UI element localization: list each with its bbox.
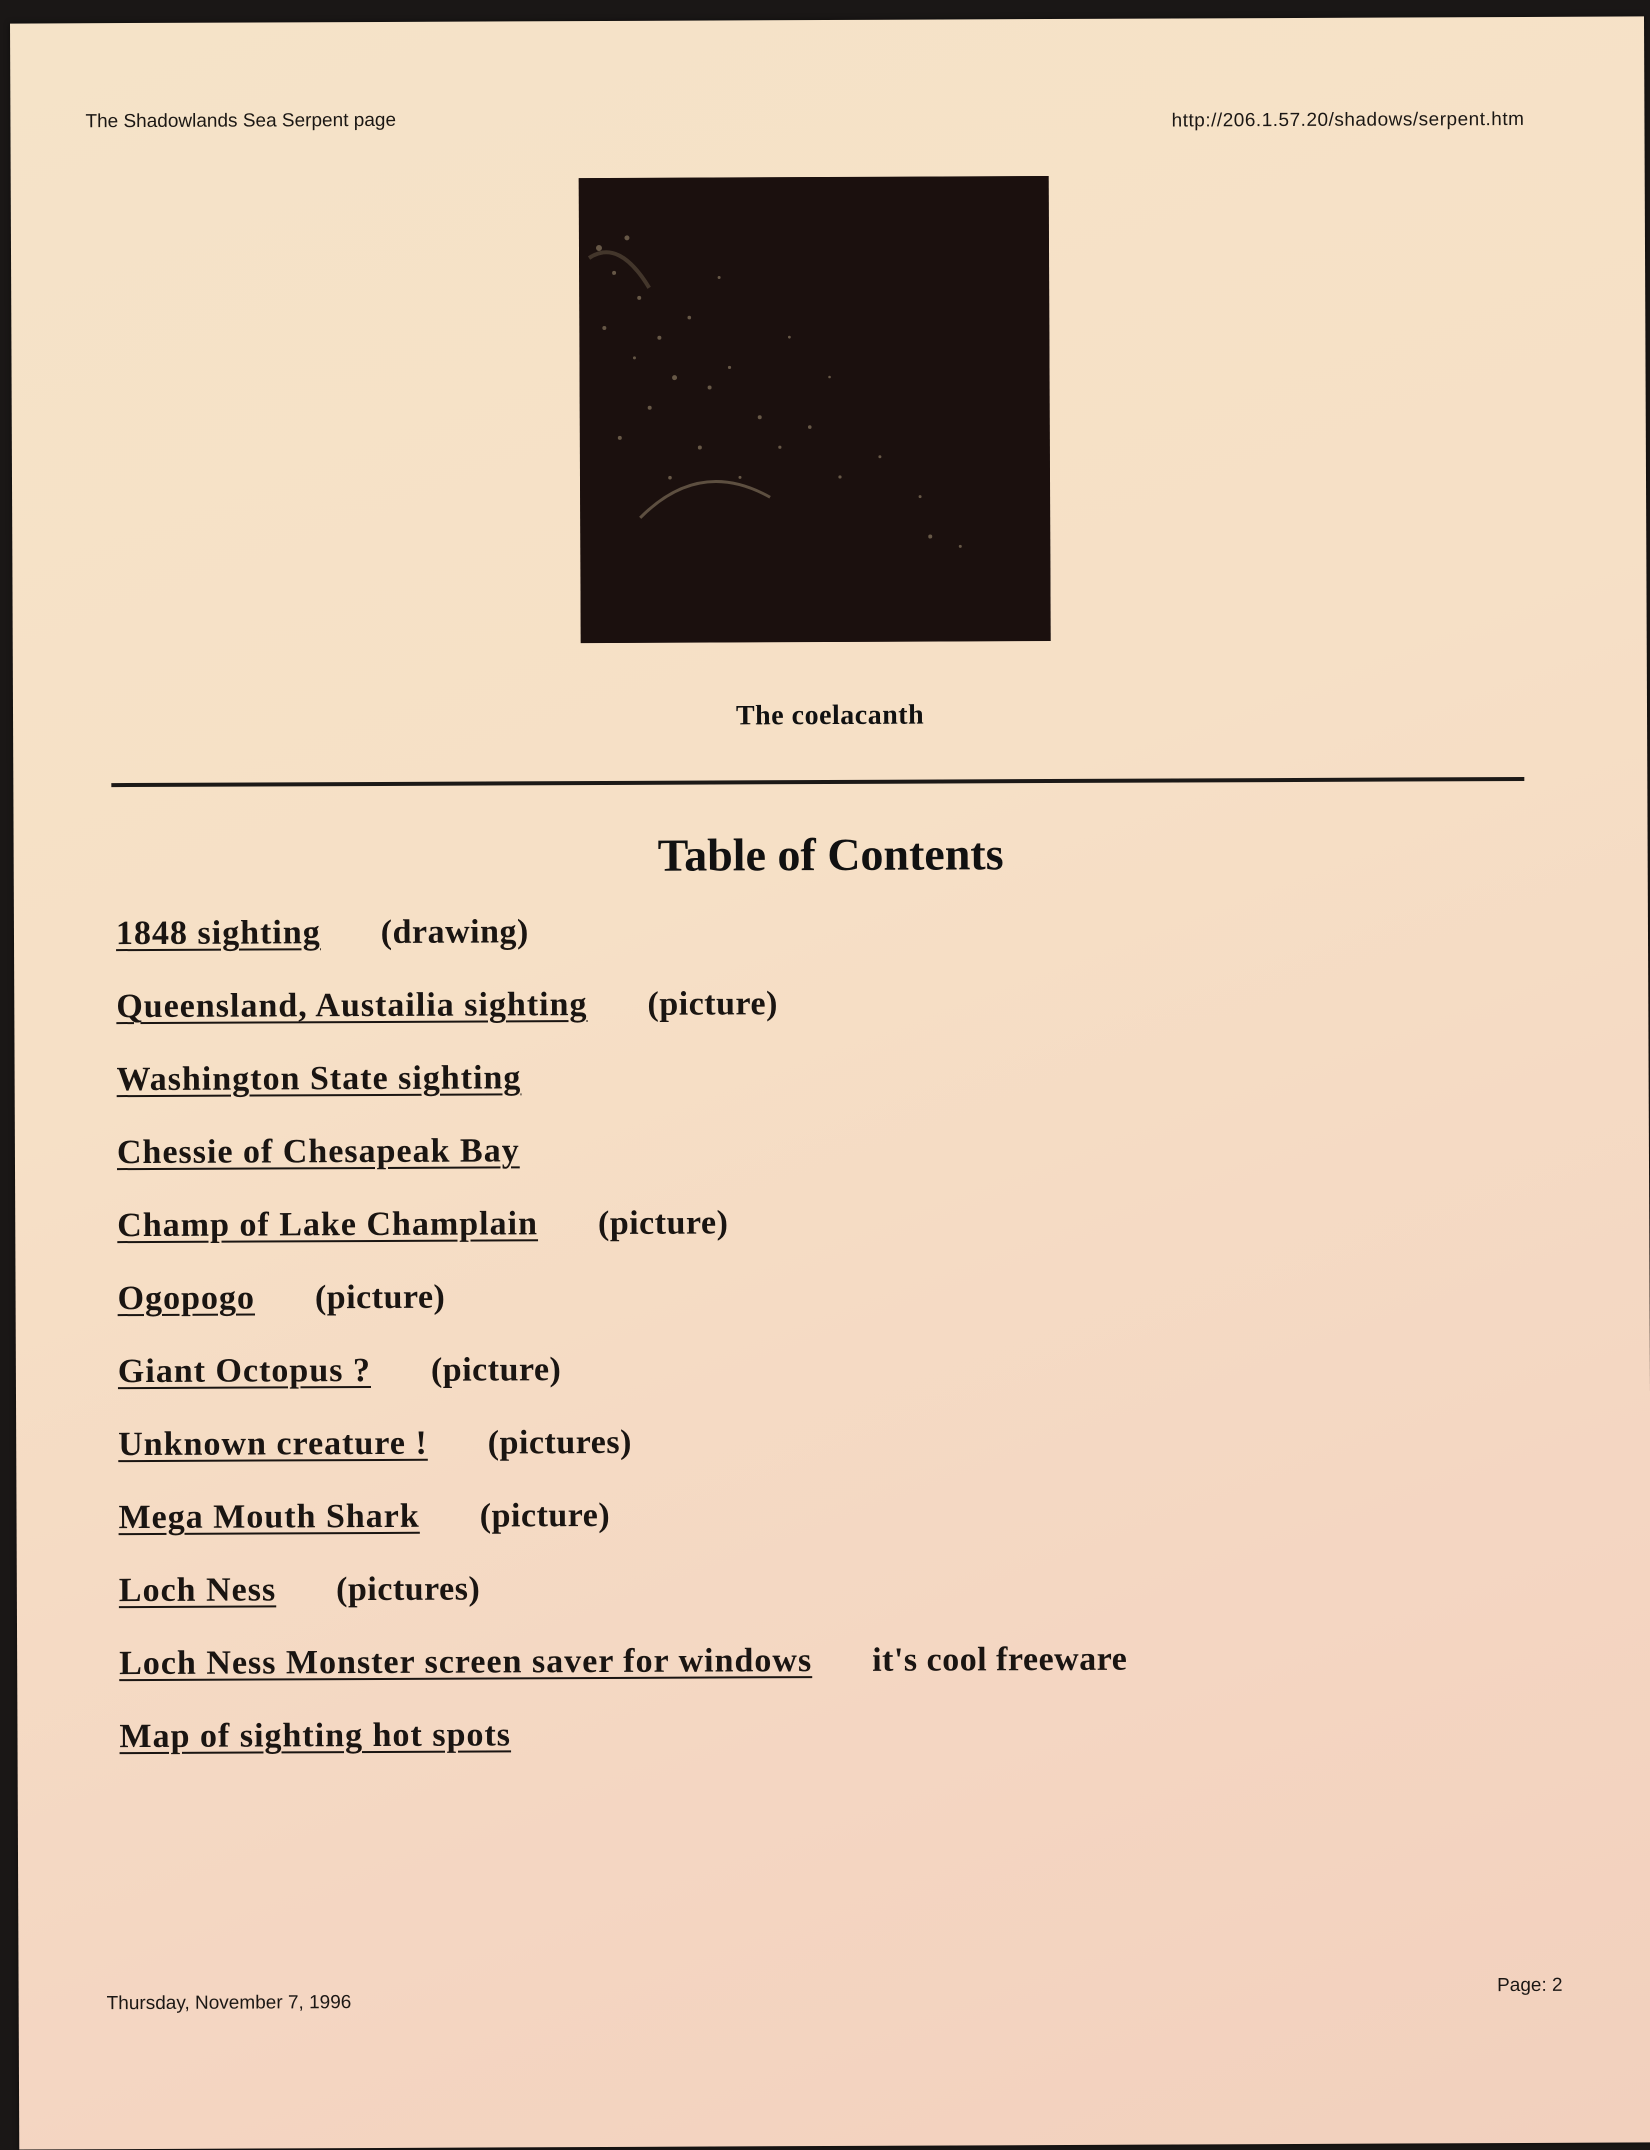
toc-item-giant-octopus [118, 1347, 1518, 1426]
toc-list [116, 909, 1520, 1791]
link-ogopogo[interactable]: Ogopogo [117, 1279, 256, 1318]
printed-page [10, 16, 1650, 2149]
toc-item-unknown-creature [118, 1420, 1518, 1499]
page-number: Page: 2 [1497, 1974, 1563, 1997]
link-screen-saver[interactable]: Loch Ness Monster screen saver for windows [119, 1642, 813, 1683]
toc-note: (pictures) [487, 1423, 632, 1462]
toc-item-ogopogo [117, 1274, 1517, 1353]
toc-item-washington [117, 1055, 1517, 1134]
toc-note: (drawing) [380, 913, 529, 951]
toc-note: (picture) [430, 1351, 562, 1389]
link-mega-mouth-shark[interactable]: Mega Mouth Shark [118, 1497, 420, 1537]
link-giant-octopus[interactable]: Giant Octopus ? [117, 1352, 372, 1391]
link-champ[interactable]: Champ of Lake Champlain [117, 1205, 539, 1245]
coelacanth-image [579, 176, 1051, 643]
toc-item-mega-mouth [118, 1493, 1518, 1572]
coelacanth-photo [579, 176, 1051, 643]
toc-item-screen-saver [119, 1639, 1519, 1718]
toc-item-1848-sighting [116, 909, 1516, 988]
toc-item-chessie [117, 1128, 1517, 1207]
toc-item-queensland [116, 982, 1516, 1061]
toc-item-champ [117, 1201, 1517, 1280]
page-url: http://206.1.57.20/shadows/serpent.htm [1171, 108, 1525, 132]
link-map-hot-spots[interactable]: Map of sighting hot spots [119, 1716, 512, 1756]
toc-title: Table of Contents [657, 828, 1004, 881]
site-title: The Shadowlands Sea Serpent page [85, 109, 397, 133]
figure-caption: The coelacanth [735, 699, 925, 732]
toc-note: (picture) [647, 985, 778, 1023]
toc-note: (picture) [479, 1496, 611, 1535]
toc-note: it's cool freeware [872, 1640, 1128, 1679]
toc-note: (pictures) [336, 1570, 481, 1609]
print-date: Thursday, November 7, 1996 [106, 1992, 352, 2015]
toc-item-map [119, 1712, 1519, 1791]
link-chessie[interactable]: Chessie of Chesapeak Bay [116, 1132, 520, 1172]
toc-item-loch-ness [119, 1566, 1519, 1645]
link-washington-sighting[interactable]: Washington State sighting [116, 1059, 522, 1099]
toc-note: (picture) [597, 1204, 729, 1243]
link-unknown-creature[interactable]: Unknown creature ! [118, 1424, 428, 1464]
link-loch-ness[interactable]: Loch Ness [118, 1571, 277, 1610]
toc-note: (picture) [314, 1278, 446, 1317]
link-queensland-sighting[interactable]: Queensland, Austailia sighting [116, 986, 588, 1026]
link-1848-sighting[interactable]: 1848 sighting [115, 914, 321, 953]
horizontal-divider [111, 777, 1524, 787]
